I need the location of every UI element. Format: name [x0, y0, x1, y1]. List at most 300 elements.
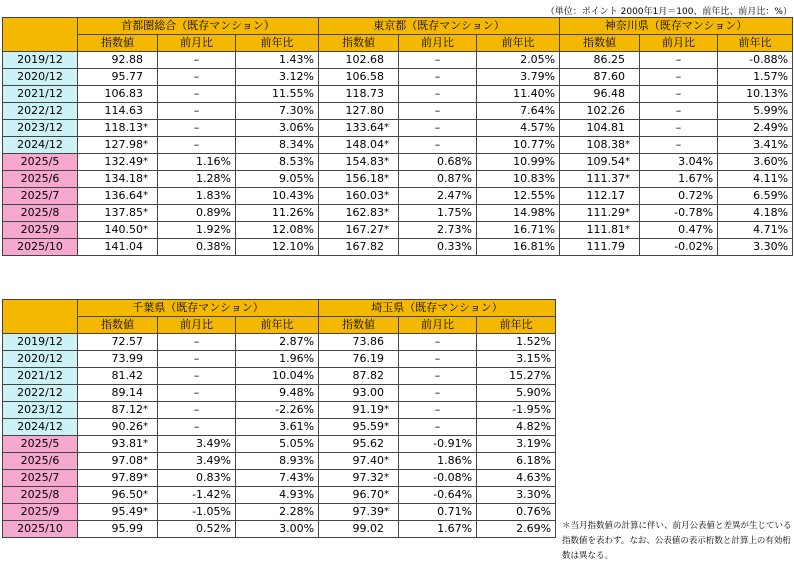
mom-change-cell: – — [158, 419, 236, 436]
index-value-cell — [78, 137, 158, 154]
yoy-change-cell: 12.55% — [477, 188, 560, 205]
revision-mark: * — [384, 139, 389, 150]
revision-mark: * — [384, 207, 389, 218]
index-value-cell — [78, 419, 158, 436]
yoy-change-cell: 11.26% — [236, 205, 319, 222]
index-value-cell — [560, 239, 640, 256]
index-value: 109.54 — [586, 155, 626, 168]
revision-mark: * — [384, 156, 389, 167]
row-period-label: 2025/9 — [3, 222, 78, 239]
row-period-label: 2023/12 — [3, 120, 78, 137]
index-value: 111.81 — [586, 223, 626, 236]
index-value-cell — [319, 470, 399, 487]
table-row — [3, 385, 556, 402]
table-row — [3, 222, 793, 239]
yoy-change-cell: 3.15% — [477, 351, 556, 368]
yoy-change-cell: 8.53% — [236, 154, 319, 171]
mom-change-cell: -0.91% — [399, 436, 477, 453]
mom-change-cell: 3.04% — [640, 154, 718, 171]
row-period-label: 2024/12 — [3, 137, 78, 154]
table-row — [3, 470, 556, 487]
index-value-cell — [319, 86, 399, 103]
index-value: 93.00 — [352, 386, 385, 399]
mom-change-cell: – — [158, 385, 236, 402]
index-value: 154.83 — [345, 155, 384, 168]
mom-change-cell: – — [399, 86, 477, 103]
mom-change-cell: – — [158, 120, 236, 137]
yoy-change-cell: 16.71% — [477, 222, 560, 239]
index-value-cell — [560, 86, 640, 103]
yoy-change-cell: 7.64% — [477, 103, 560, 120]
row-period-label: 2025/9 — [3, 504, 78, 521]
revision-mark: * — [384, 224, 389, 235]
yoy-change-cell: 10.04% — [236, 368, 319, 385]
yoy-change-cell: 3.06% — [236, 120, 319, 137]
mom-change-cell: – — [399, 120, 477, 137]
index-value: 102.26 — [586, 104, 626, 117]
index-value: 87.12 — [111, 403, 143, 416]
index-value: 127.80 — [345, 104, 384, 117]
index-value-cell — [319, 69, 399, 86]
mom-change-cell: 0.68% — [399, 154, 477, 171]
row-period-label: 2019/12 — [3, 334, 78, 351]
index-value-cell — [319, 137, 399, 154]
revision-mark: * — [384, 190, 389, 201]
yoy-change-cell: 4.57% — [477, 120, 560, 137]
mom-change-cell: – — [399, 103, 477, 120]
index-value-cell — [319, 188, 399, 205]
yoy-change-cell: 1.57% — [718, 69, 793, 86]
yoy-change-cell: 4.63% — [477, 470, 556, 487]
yoy-change-cell: 3.61% — [236, 419, 319, 436]
table-row — [3, 205, 793, 222]
mom-change-cell: 1.75% — [399, 205, 477, 222]
mom-change-cell: 2.47% — [399, 188, 477, 205]
index-value-cell — [319, 154, 399, 171]
index-value: 141.04 — [104, 240, 143, 253]
row-period-label: 2024/12 — [3, 419, 78, 436]
index-value: 97.32 — [352, 471, 385, 484]
table-row — [3, 436, 556, 453]
revision-mark: * — [625, 207, 631, 218]
yoy-change-cell: 11.55% — [236, 86, 319, 103]
mom-change-cell: – — [158, 351, 236, 368]
mom-change-cell: – — [158, 52, 236, 69]
yoy-change-cell: 3.30% — [477, 487, 556, 504]
column-header-index: 指数値 — [319, 317, 399, 334]
revision-mark: * — [143, 489, 148, 500]
index-value: 134.18 — [104, 172, 143, 185]
yoy-change-cell: -1.95% — [477, 402, 556, 419]
revision-mark: * — [143, 438, 148, 449]
index-value: 127.98 — [104, 138, 143, 151]
index-value-cell — [319, 487, 399, 504]
yoy-change-cell: 3.41% — [718, 137, 793, 154]
index-value-cell — [319, 239, 399, 256]
revision-mark: * — [625, 224, 631, 235]
index-value-cell — [78, 171, 158, 188]
index-value: 118.73 — [345, 87, 384, 100]
index-value: 95.62 — [352, 437, 385, 450]
revision-mark: * — [384, 404, 390, 415]
mom-change-cell: 0.33% — [399, 239, 477, 256]
index-value-cell — [78, 402, 158, 419]
index-value-cell — [319, 334, 399, 351]
revision-mark: * — [143, 455, 148, 466]
yoy-change-cell: 5.99% — [718, 103, 793, 120]
mom-change-cell: 0.87% — [399, 171, 477, 188]
row-period-label: 2019/12 — [3, 52, 78, 69]
index-value: 102.68 — [345, 53, 384, 66]
index-value: 92.88 — [111, 53, 143, 66]
footnote: ＊当月指数値の計算に伴い、前月公表値と差異が生じている指数値を表わす。なお、公表値の表示桁数と計算上の有効桁数は異なる。 — [562, 521, 792, 561]
row-period-label: 2025/6 — [3, 453, 78, 470]
yoy-change-cell: 10.99% — [477, 154, 560, 171]
mom-change-cell: – — [399, 385, 477, 402]
revision-mark: * — [143, 421, 148, 432]
index-value: 97.39 — [352, 505, 385, 518]
index-value: 140.50 — [104, 223, 143, 236]
region-header-row — [3, 18, 793, 35]
index-value-cell — [78, 368, 158, 385]
column-header-mom: 前月比 — [640, 35, 718, 52]
index-value-cell — [560, 188, 640, 205]
table-row — [3, 334, 556, 351]
index-value: 73.99 — [111, 352, 143, 365]
index-value: 95.77 — [111, 70, 143, 83]
row-period-label: 2025/10 — [3, 521, 78, 538]
revision-mark: * — [143, 122, 148, 133]
mom-change-cell: – — [158, 402, 236, 419]
index-value-cell — [319, 52, 399, 69]
yoy-change-cell: 11.40% — [477, 86, 560, 103]
revision-mark: * — [625, 139, 631, 150]
row-period-label: 2022/12 — [3, 385, 78, 402]
index-value-cell — [560, 222, 640, 239]
row-period-label: 2025/8 — [3, 205, 78, 222]
index-value-cell — [78, 103, 158, 120]
table-row — [3, 171, 793, 188]
column-header-yoy: 前年比 — [718, 35, 793, 52]
index-value: 90.26 — [111, 420, 143, 433]
index-value-cell — [319, 171, 399, 188]
table-row — [3, 504, 556, 521]
index-value-cell — [560, 69, 640, 86]
revision-mark: * — [384, 472, 390, 483]
column-header-row — [3, 35, 793, 52]
table-row — [3, 188, 793, 205]
row-period-label: 2025/7 — [3, 188, 78, 205]
column-header-yoy: 前年比 — [236, 317, 319, 334]
index-value: 106.83 — [104, 87, 143, 100]
region-header: 神奈川県（既存マンション） — [560, 18, 793, 35]
index-value: 111.37 — [586, 172, 626, 185]
index-value-cell — [78, 222, 158, 239]
row-period-label: 2022/12 — [3, 103, 78, 120]
yoy-change-cell: 2.49% — [718, 120, 793, 137]
yoy-change-cell: 3.60% — [718, 154, 793, 171]
mom-change-cell: – — [399, 419, 477, 436]
index-value: 73.86 — [352, 335, 385, 348]
yoy-change-cell: 10.43% — [236, 188, 319, 205]
index-value: 136.64 — [104, 189, 143, 202]
region-header-row — [3, 300, 556, 317]
index-value-cell — [78, 436, 158, 453]
yoy-change-cell: 3.12% — [236, 69, 319, 86]
yoy-change-cell: 8.93% — [236, 453, 319, 470]
index-value: 96.48 — [593, 87, 626, 100]
mom-change-cell: 0.52% — [158, 521, 236, 538]
mom-change-cell: 1.67% — [399, 521, 477, 538]
index-value: 112.17 — [586, 189, 626, 202]
index-value: 96.70 — [352, 488, 385, 501]
index-value-cell — [78, 351, 158, 368]
column-header-yoy: 前年比 — [477, 317, 556, 334]
index-value-cell — [319, 419, 399, 436]
index-value: 97.08 — [111, 454, 143, 467]
mom-change-cell: 1.83% — [158, 188, 236, 205]
yoy-change-cell: 12.10% — [236, 239, 319, 256]
index-value-cell — [78, 154, 158, 171]
revision-mark: * — [384, 173, 389, 184]
index-value-cell — [319, 504, 399, 521]
index-value: 91.19 — [352, 403, 385, 416]
yoy-change-cell: 10.83% — [477, 171, 560, 188]
mom-change-cell: – — [158, 69, 236, 86]
index-value-cell — [78, 385, 158, 402]
index-value-cell — [78, 487, 158, 504]
column-header-mom: 前月比 — [399, 317, 477, 334]
region-header: 東京都（既存マンション） — [319, 18, 560, 35]
corner-cell — [3, 18, 78, 52]
index-value-cell — [560, 103, 640, 120]
yoy-change-cell: 12.08% — [236, 222, 319, 239]
revision-mark: * — [143, 404, 148, 415]
mom-change-cell: – — [640, 120, 718, 137]
index-value-cell — [560, 154, 640, 171]
mom-change-cell: 0.47% — [640, 222, 718, 239]
index-value-cell — [78, 504, 158, 521]
column-header-yoy: 前年比 — [477, 35, 560, 52]
column-header-mom: 前月比 — [158, 35, 236, 52]
index-value-cell — [319, 368, 399, 385]
table-row — [3, 239, 793, 256]
row-period-label: 2025/10 — [3, 239, 78, 256]
yoy-change-cell: 3.19% — [477, 436, 556, 453]
mom-change-cell: 0.83% — [158, 470, 236, 487]
row-period-label: 2021/12 — [3, 86, 78, 103]
yoy-change-cell: 0.76% — [477, 504, 556, 521]
mom-change-cell: -0.78% — [640, 205, 718, 222]
index-value: 87.60 — [593, 70, 626, 83]
index-value: 137.85 — [104, 206, 143, 219]
table-row — [3, 52, 793, 69]
mom-change-cell: -0.02% — [640, 239, 718, 256]
index-value-cell — [319, 402, 399, 419]
revision-mark: * — [143, 224, 148, 235]
row-period-label: 2025/6 — [3, 171, 78, 188]
yoy-change-cell: 4.18% — [718, 205, 793, 222]
index-value: 93.81 — [111, 437, 143, 450]
table-row — [3, 419, 556, 436]
index-value-cell — [78, 239, 158, 256]
mom-change-cell: – — [399, 69, 477, 86]
index-value-cell — [78, 86, 158, 103]
yoy-change-cell: 3.00% — [236, 521, 319, 538]
yoy-change-cell: 6.18% — [477, 453, 556, 470]
mom-change-cell: – — [640, 103, 718, 120]
mom-change-cell: 1.28% — [158, 171, 236, 188]
index-value: 99.02 — [352, 522, 385, 535]
revision-mark: * — [384, 489, 390, 500]
yoy-change-cell: 5.90% — [477, 385, 556, 402]
region-header: 埼玉県（既存マンション） — [319, 300, 556, 317]
mom-change-cell: – — [640, 52, 718, 69]
index-value: 111.79 — [586, 240, 626, 253]
yoy-change-cell: 9.05% — [236, 171, 319, 188]
index-value-cell — [78, 453, 158, 470]
table-row — [3, 521, 556, 538]
mom-change-cell: -1.05% — [158, 504, 236, 521]
index-value: 87.82 — [352, 369, 385, 382]
revision-mark: * — [143, 472, 148, 483]
table-row — [3, 86, 793, 103]
yoy-change-cell: -0.88% — [718, 52, 793, 69]
row-period-label: 2025/7 — [3, 470, 78, 487]
mom-change-cell: – — [399, 52, 477, 69]
table-row — [3, 453, 556, 470]
mom-change-cell: 1.92% — [158, 222, 236, 239]
index-value-cell — [78, 69, 158, 86]
yoy-change-cell: 2.28% — [236, 504, 319, 521]
index-value: 97.40 — [352, 454, 385, 467]
yoy-change-cell: 1.43% — [236, 52, 319, 69]
mom-change-cell: 2.73% — [399, 222, 477, 239]
index-value: 148.04 — [345, 138, 384, 151]
index-value: 162.83 — [345, 206, 384, 219]
index-value-cell — [319, 521, 399, 538]
row-period-label: 2025/5 — [3, 436, 78, 453]
table-row — [3, 69, 793, 86]
index-table-capital-region — [2, 17, 793, 256]
table-row — [3, 120, 793, 137]
yoy-change-cell: 2.05% — [477, 52, 560, 69]
column-header-index: 指数値 — [560, 35, 640, 52]
mom-change-cell: – — [399, 351, 477, 368]
mom-change-cell: -0.64% — [399, 487, 477, 504]
mom-change-cell: – — [640, 137, 718, 154]
mom-change-cell: 1.86% — [399, 453, 477, 470]
index-value: 118.13 — [104, 121, 143, 134]
column-header-mom: 前月比 — [158, 317, 236, 334]
row-period-label: 2021/12 — [3, 368, 78, 385]
index-value: 106.58 — [345, 70, 384, 83]
index-value-cell — [319, 205, 399, 222]
revision-mark: * — [625, 173, 631, 184]
mom-change-cell: 1.67% — [640, 171, 718, 188]
yoy-change-cell: 4.71% — [718, 222, 793, 239]
yoy-change-cell: 10.77% — [477, 137, 560, 154]
index-value: 76.19 — [352, 352, 385, 365]
row-period-label: 2025/8 — [3, 487, 78, 504]
yoy-change-cell: 15.27% — [477, 368, 556, 385]
revision-mark: * — [143, 190, 148, 201]
mom-change-cell: 0.89% — [158, 205, 236, 222]
mom-change-cell: – — [399, 334, 477, 351]
table-row — [3, 368, 556, 385]
yoy-change-cell: 2.87% — [236, 334, 319, 351]
mom-change-cell: – — [640, 69, 718, 86]
mom-change-cell: – — [158, 86, 236, 103]
yoy-change-cell: 7.43% — [236, 470, 319, 487]
revision-mark: * — [143, 139, 148, 150]
yoy-change-cell: 8.34% — [236, 137, 319, 154]
column-header-row — [3, 317, 556, 334]
index-value-cell — [560, 52, 640, 69]
index-table-chiba-saitama — [2, 299, 556, 538]
revision-mark: * — [143, 173, 148, 184]
index-value-cell — [78, 334, 158, 351]
revision-mark: * — [143, 156, 148, 167]
index-value: 95.59 — [352, 420, 385, 433]
region-header: 首都圏総合（既存マンション） — [78, 18, 319, 35]
column-header-index: 指数値 — [78, 35, 158, 52]
yoy-change-cell: 2.69% — [477, 521, 556, 538]
mom-change-cell: – — [399, 402, 477, 419]
index-value: 108.38 — [586, 138, 626, 151]
mom-change-cell: – — [158, 137, 236, 154]
index-value-cell — [560, 120, 640, 137]
yoy-change-cell: 1.52% — [477, 334, 556, 351]
row-period-label: 2023/12 — [3, 402, 78, 419]
index-value: 104.81 — [586, 121, 626, 134]
index-value: 89.14 — [111, 386, 143, 399]
revision-mark: * — [625, 156, 631, 167]
yoy-change-cell: 6.59% — [718, 188, 793, 205]
index-value: 96.50 — [111, 488, 143, 501]
index-value-cell — [78, 470, 158, 487]
mom-change-cell: 0.72% — [640, 188, 718, 205]
index-value-cell — [319, 222, 399, 239]
yoy-change-cell: 4.82% — [477, 419, 556, 436]
yoy-change-cell: 14.98% — [477, 205, 560, 222]
table-row — [3, 402, 556, 419]
index-value: 114.63 — [104, 104, 143, 117]
revision-mark: * — [384, 455, 390, 466]
index-value: 167.82 — [345, 240, 384, 253]
index-value-cell — [319, 453, 399, 470]
mom-change-cell: – — [158, 334, 236, 351]
yoy-change-cell: 7.30% — [236, 103, 319, 120]
mom-change-cell: – — [640, 86, 718, 103]
mom-change-cell: – — [399, 368, 477, 385]
index-value-cell — [560, 137, 640, 154]
row-period-label: 2020/12 — [3, 69, 78, 86]
index-value-cell — [319, 120, 399, 137]
revision-mark: * — [384, 122, 389, 133]
index-value-cell — [319, 436, 399, 453]
index-value: 133.64 — [345, 121, 384, 134]
index-value-cell — [560, 205, 640, 222]
table-row — [3, 351, 556, 368]
yoy-change-cell: 1.96% — [236, 351, 319, 368]
unit-note: （単位：ポイント 2000年1月＝100、前年比、前月比：%） — [545, 7, 792, 17]
revision-mark: * — [384, 506, 390, 517]
yoy-change-cell: 10.13% — [718, 86, 793, 103]
index-value: 160.03 — [345, 189, 384, 202]
mom-change-cell: -1.42% — [158, 487, 236, 504]
column-header-index: 指数値 — [319, 35, 399, 52]
